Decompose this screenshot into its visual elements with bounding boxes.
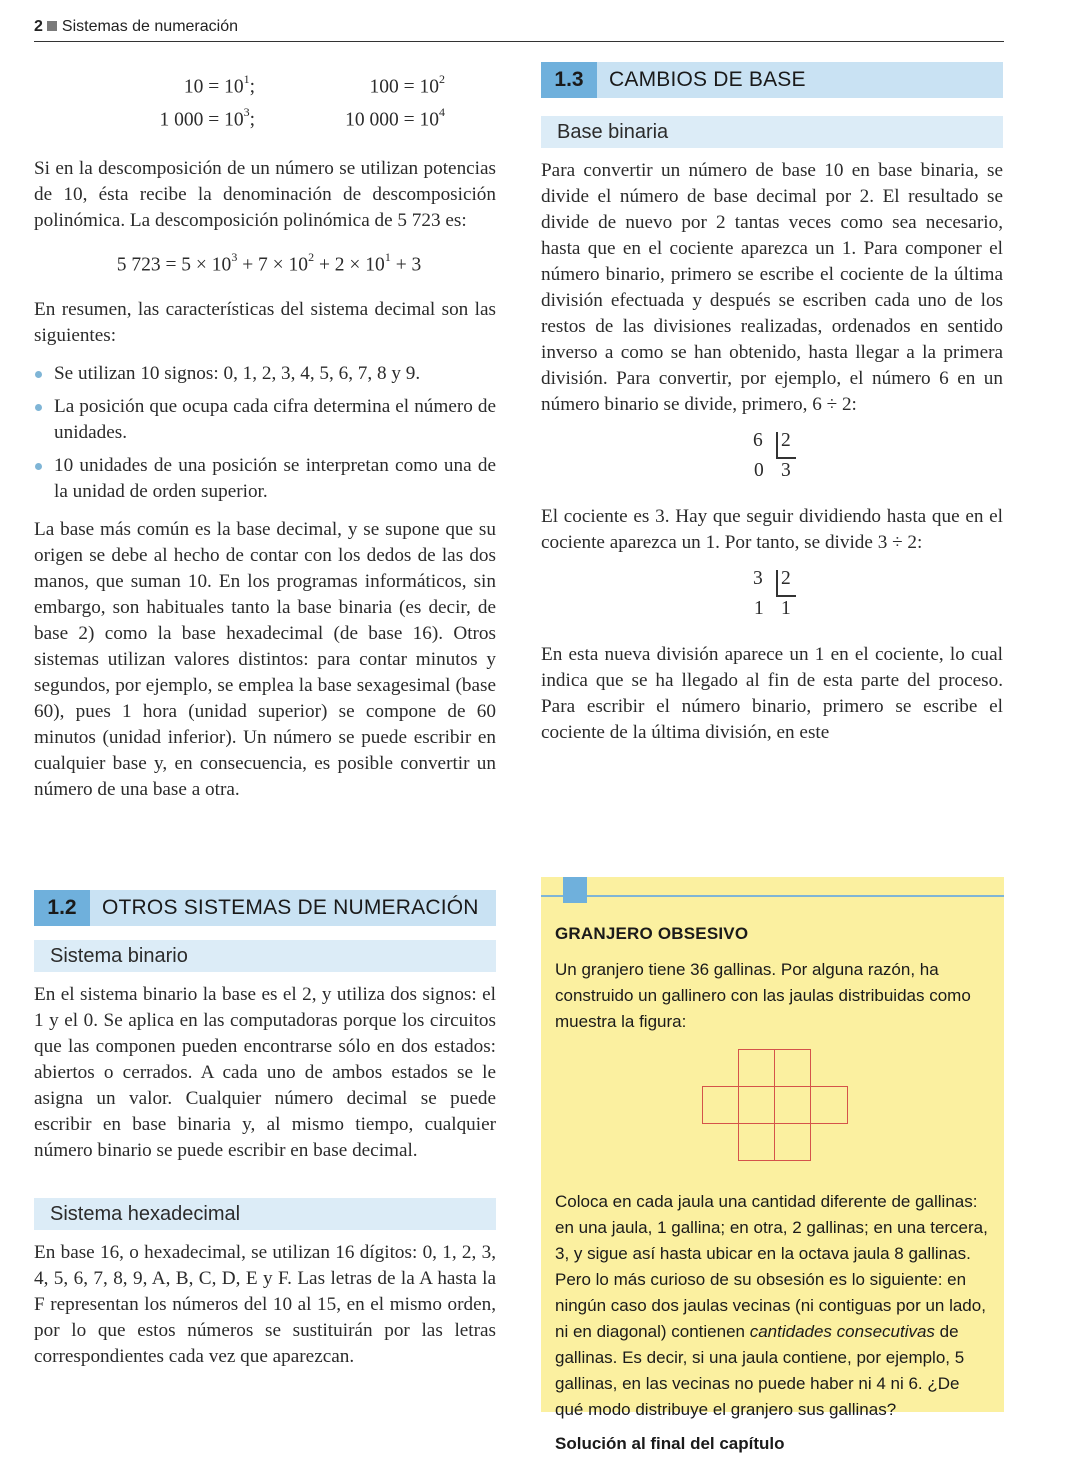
chapter-title: Sistemas de numeración: [61, 18, 238, 35]
equation-exponent: 2: [308, 250, 315, 264]
division-underline: [776, 457, 796, 459]
power-separator: ;: [249, 76, 255, 98]
section-heading: [34, 890, 496, 926]
equation-term: 5 723 = 5 × 10: [116, 254, 232, 276]
power-exponent: 4: [439, 105, 445, 119]
cage-cell: [738, 1123, 775, 1161]
equation-term: + 3: [390, 254, 422, 276]
paragraph-convert: Para convertir un número de base 10 en base binaria, se divide el número de base decimal por 2. El resultado se divide de nuevo por 2 tantas veces como sea necesario, hasta que en el cociente aparezca un 1. Para componer el número binario, primero se escribe el cociente de la última división efectuada y después se escriben cada uno de los restos de las divisiones realizadas, ordenados en sentido inverso a como se han obtenido, hasta llegar a la primera división. Para convertir, por ejemplo, el número 6 en un número binario se divide, primero, 6 ÷ 2:: [541, 160, 1003, 415]
power-exponent: 1: [243, 72, 250, 86]
power-text: 1 000 = 10: [159, 109, 244, 131]
polynomial-equation: [34, 246, 496, 279]
puzzle-content: [555, 921, 989, 1457]
division-6-by-2: [541, 430, 1003, 492]
puzzle-intro: Un granjero tiene 36 gallinas. Por alguna razón, ha construido un gallinero con las jaulas distribuidas como muestra la figura:: [555, 960, 971, 1031]
power-exponent: 2: [439, 72, 445, 86]
power-text: 100 = 10: [369, 76, 439, 98]
cage-grid-figure: [555, 1049, 989, 1171]
section-1-2: [34, 890, 496, 1382]
header-square-icon: [47, 21, 57, 31]
puzzle-title: GRANJERO OBSESIVO: [555, 924, 749, 943]
section-title: CAMBIOS DE BASE: [609, 68, 806, 91]
subheading-binario: Sistema binario: [34, 940, 496, 972]
puzzle-body: [555, 1189, 989, 1423]
section-number: 1.2: [34, 890, 90, 926]
section-number: 1.3: [541, 62, 597, 98]
division-bar: [776, 570, 778, 596]
remainder: 0: [754, 460, 764, 481]
paragraph-base: La base más común es la base decimal, y se supone que su origen se debe al hecho de contar con los dedos de las dos manos, que suman 10. En los programas informáticos, sin embargo, son habituales tanto la base binaria (es decir, de base 2) como la base hexadecimal (de base 16). Otros sistemas utilizan valores distintos: para contar minutos y segundos, por ejemplo, se emplea la base sexagesimal (base 60), pues 1 hora (unidad superior) se compone de 60 minutos (unidad inferior). Un número se puede escribir en cualquier base y, en consecuencia, es posible convertir un número de una base a otra.: [34, 518, 496, 800]
cage-cell: [738, 1049, 775, 1087]
cage-cell: [774, 1123, 811, 1161]
divisor: 2: [781, 430, 791, 451]
puzzle-marker-square: [563, 877, 587, 903]
cage-cell: [810, 1086, 848, 1124]
equation-exponent: 1: [384, 250, 391, 264]
equation-term: + 7 × 10: [237, 254, 309, 276]
equation-exponent: 3: [231, 250, 238, 264]
left-column: [34, 60, 496, 815]
power-separator: ;: [249, 109, 255, 131]
divisor: 2: [781, 568, 791, 589]
quotient: 3: [781, 460, 791, 481]
puzzle-body-text: Coloca en cada jaula una cantidad diferente de gallinas: en una jaula, 1 gallina; en otra, 2 gallinas; en una tercera, 3, y sigue así hasta ubicar en la octava jaula 8 gallinas. Pero lo más curioso de su obsesión es lo siguiente: en ningún caso dos jaulas vecinas (ni contiguas por un lado, ni en diagonal) contienen: [555, 1192, 988, 1341]
decimal-features-list: [34, 361, 496, 505]
puzzle-top-rule: [541, 895, 1004, 897]
list-item: Se utilizan 10 signos: 0, 1, 2, 3, 4, 5, 6, 7, 8 y 9.: [34, 361, 496, 387]
division-3-by-2: [541, 568, 1003, 630]
cage-cell: [738, 1086, 775, 1124]
dividend: 6: [753, 430, 763, 451]
puzzle-solution-note: Solución al final del capítulo: [555, 1434, 785, 1453]
cage-cell: [702, 1086, 739, 1124]
power-text: 10 000 = 10: [345, 109, 439, 131]
paragraph-hexadecimal: En base 16, o hexadecimal, se utilizan 16 dígitos: 0, 1, 2, 3, 4, 5, 6, 7, 8, 9, A, B, C, D, E y F. Las letras de la A hasta la F representan los números del 10 al 15, en el mismo orden, por lo que estos números se sustituirán por las letras correspondientes cada vez que aparezcan.: [34, 1242, 496, 1367]
paragraph-summary: En resumen, las características del sistema decimal son las siguientes:: [34, 298, 496, 346]
powers-row-1: [34, 68, 496, 101]
running-header: [34, 18, 1004, 42]
list-item: La posición que ocupa cada cifra determina el número de unidades.: [34, 394, 496, 446]
puzzle-body-emphasis: cantidades consecutivas: [749, 1322, 935, 1341]
paragraph-polynomial: Si en la descomposición de un número se utilizan potencias de 10, ésta recibe la denominación de descomposición polinómica. La descomposición polinómica de 5 723 es:: [34, 158, 496, 231]
paragraph-quotient: El cociente es 3. Hay que seguir dividiendo hasta que en el cociente aparezca un 1. Por tanto, se divide 3 ÷ 2:: [541, 506, 1003, 553]
quotient: 1: [781, 598, 791, 619]
right-column: [541, 62, 1003, 758]
page-number: 2: [34, 18, 43, 35]
paragraph-new-division: En esta nueva división aparece un 1 en el cociente, lo cual indica que se ha llegado al fin de esta parte del proceso. Para escribir el número binario, primero se escribe el cociente de la última división, en este: [541, 644, 1003, 743]
section-title: OTROS SISTEMAS DE NUMERACIÓN: [102, 896, 479, 919]
cage-cell: [774, 1049, 811, 1087]
power-exponent: 3: [243, 105, 250, 119]
subheading-base-binaria: Base binaria: [541, 116, 1003, 148]
remainder: 1: [754, 598, 764, 619]
equation-term: + 2 × 10: [314, 254, 385, 276]
list-item: 10 unidades de una posición se interpretan como una de la unidad de orden superior.: [34, 453, 496, 505]
puzzle-box: [541, 877, 1004, 1453]
power-text: 10 = 10: [183, 76, 244, 98]
division-underline: [776, 595, 796, 597]
subheading-hexadecimal: Sistema hexadecimal: [34, 1198, 496, 1230]
dividend: 3: [753, 568, 763, 589]
division-bar: [776, 432, 778, 458]
puzzle-body-text: de gallinas. Es decir, si una jaula contiene, por ejemplo, 5 gallinas, en las vecinas no puede haber ni 4 ni 6. ¿De qué modo distribuye el granjero sus gallinas?: [555, 1322, 965, 1419]
cage-cell: [774, 1086, 811, 1124]
powers-row-2: [34, 101, 496, 134]
paragraph-binario: En el sistema binario la base es el 2, y utiliza dos signos: el 1 y el 0. Se aplica en las computadoras porque los circuitos que las componen pueden encontrarse sólo en dos estados: abiertos o cerrados. A cada uno de ambos estados se le asigna un valor. Cualquier número decimal se puede escribir en base binaria y, al mismo tiempo, cualquier número binario se puede escribir en base decimal.: [34, 984, 496, 1161]
section-heading: [541, 62, 1003, 98]
powers-of-ten: [34, 68, 496, 134]
